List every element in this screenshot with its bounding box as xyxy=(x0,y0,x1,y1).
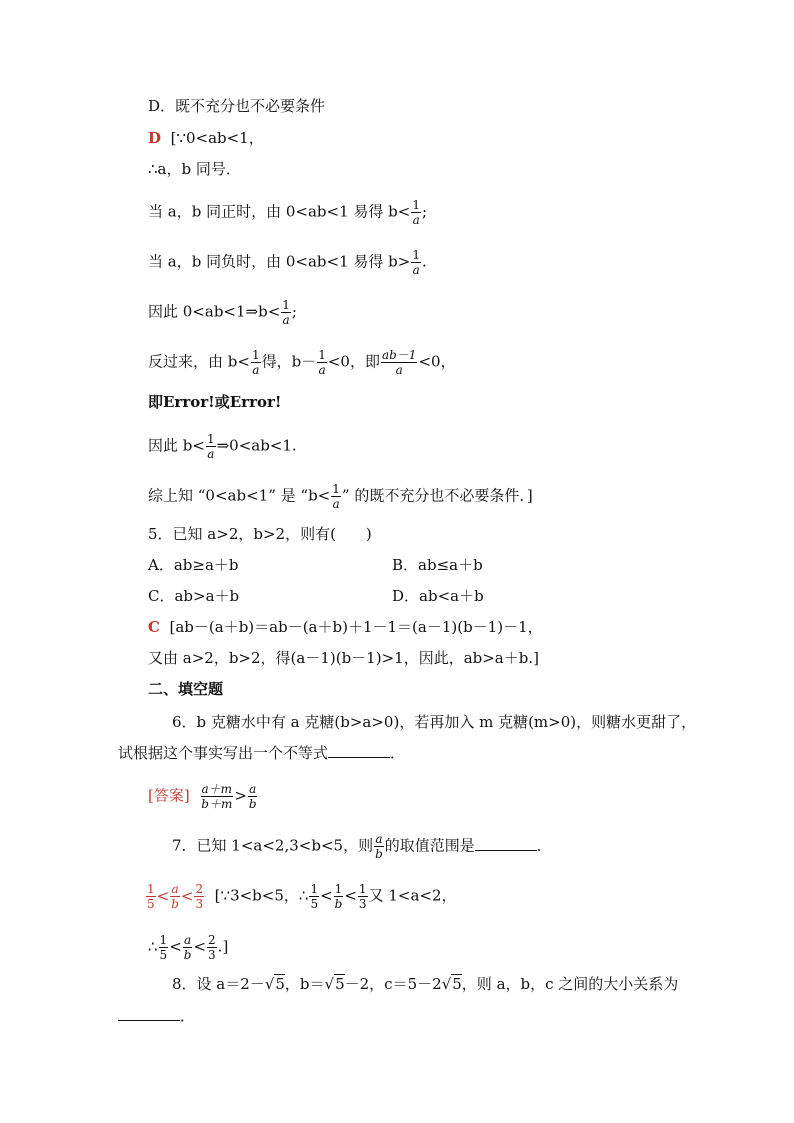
question-5: 5．已知 a>2，b>2，则有( ) xyxy=(148,525,372,543)
question-5-option-b: B．ab≤a＋b xyxy=(392,556,483,574)
fraction-1-over-5: $\frac{1}{5}$ xyxy=(310,882,319,911)
same-sign-line: ∴a，b 同号． xyxy=(148,160,241,178)
fraction-1-over-a: $\frac{1}{a}$ xyxy=(332,482,340,511)
fraction-a-over-b: $\frac{a}{b}$ xyxy=(171,882,179,911)
fraction-a-plus-m-over-b-plus-m: $\frac{a+m}{b+m}$ xyxy=(201,782,233,811)
converse-line: 反过来，由 b< $\frac{1}{a}$ 得，b－ $\frac{1}{a}$ <0，即 $\frac{ab-1}{a}$ <0， xyxy=(148,348,456,377)
positive-case-line: 当 a，b 同正时，由 0<ab<1 易得 b< $\frac{1}{a}$ ; xyxy=(148,198,428,227)
question-6: 6．b 克糖水中有 a 克糖(b>a>0)，若再加入 m 克糖(m>0)，则糖水更甜了， xyxy=(172,713,697,731)
sqrt-5: √5 xyxy=(324,975,345,993)
answer-4-line: D [∵0<ab<1， xyxy=(148,129,264,147)
fraction-1-over-b: $\frac{1}{b}$ xyxy=(334,882,343,911)
question-5-option-d: D．ab<a＋b xyxy=(392,587,484,605)
fraction-ab-minus-1-over-a: $\frac{ab-1}{a}$ xyxy=(381,348,417,377)
answer-5-line-2: 又由 a>2，b>2，得(a－1)(b－1)>1，因此，ab>a＋b.] xyxy=(148,649,539,667)
therefore-2-line: 因此 b< $\frac{1}{a}$ ⇒0<ab<1. xyxy=(148,432,297,461)
question-7: 7．已知 1<a<2,3<b<5，则 $\frac{a}{b}$ 的取值范围是 ． xyxy=(172,832,552,861)
fraction-1-over-a: $\frac{1}{a}$ xyxy=(251,348,260,377)
question-8-line-2: ． xyxy=(118,1006,195,1026)
section-heading: 二、填空题 xyxy=(148,680,224,698)
conclusion-line: 综上知 “0<ab<1” 是 “b< $\frac{1}{a}$ ” 的既不充分也不必要条件．] xyxy=(148,482,533,511)
question-6-line-2: 试根据这个事实写出一个不等式 ． xyxy=(118,744,406,762)
answer-5-line: C [ab－(a＋b)＝ab－(a＋b)＋1－1＝(a－1)(b－1)－1， xyxy=(148,618,543,636)
sqrt-5: √5 xyxy=(264,975,285,993)
fraction-1-over-a: $\frac{1}{a}$ xyxy=(412,198,420,227)
fraction-1-over-5: $\frac{1}{5}$ xyxy=(147,882,155,911)
fraction-2-over-3: $\frac{2}{3}$ xyxy=(208,933,216,962)
question-5-option-a: A．ab≥a＋b xyxy=(148,556,239,574)
fraction-1-over-a: $\frac{1}{a}$ xyxy=(206,432,215,461)
answer-blank xyxy=(118,1006,180,1021)
fraction-a-over-b: $\frac{a}{b}$ xyxy=(375,832,383,861)
fraction-1-over-3: $\frac{1}{3}$ xyxy=(358,882,367,911)
therefore-line: 因此 0<ab<1⇒b< $\frac{1}{a}$ ; xyxy=(148,298,297,327)
answer-6-line: [答案] $\frac{a+m}{b+m}$ > $\frac{a}{b}$ xyxy=(148,782,257,811)
error-line: 即Error!或Error! xyxy=(148,393,282,411)
answer-7-line-2: ∴ $\frac{1}{5}$ < $\frac{a}{b}$ < $\frac{2}{3}$ .] xyxy=(148,933,229,962)
answer-blank xyxy=(475,836,537,851)
fraction-a-over-b: $\frac{a}{b}$ xyxy=(248,782,257,811)
sqrt-5: √5 xyxy=(441,975,462,993)
option-d-line: D．既不充分也不必要条件 xyxy=(148,97,326,115)
question-5-option-c: C．ab>a＋b xyxy=(148,587,240,605)
fraction-1-over-5: $\frac{1}{5}$ xyxy=(159,933,168,962)
fraction-2-over-3: $\frac{2}{3}$ xyxy=(195,882,204,911)
fraction-a-over-b: $\frac{a}{b}$ xyxy=(183,933,192,962)
fraction-1-over-a: $\frac{1}{a}$ xyxy=(412,248,420,277)
answer-7-line: $\frac{1}{5}$ < $\frac{a}{b}$ < $\frac{2}{3}$ [∵3<b<5，∴ $\frac{1}{5}$ < $\frac{1}{b}$ < $\frac{1}{3}$ 又 1<a<2， xyxy=(147,882,457,911)
fraction-1-over-a: $\frac{1}{a}$ xyxy=(282,298,290,327)
negative-case-line: 当 a，b 同负时，由 0<ab<1 易得 b> $\frac{1}{a}$ . xyxy=(148,248,427,277)
fraction-1-over-a: $\frac{1}{a}$ xyxy=(318,348,326,377)
question-8: 8．设 a＝2－√5，b＝√5－2，c＝5－2√5，则 a，b，c 之间的大小关系为 xyxy=(172,975,679,993)
answer-blank xyxy=(328,743,390,758)
